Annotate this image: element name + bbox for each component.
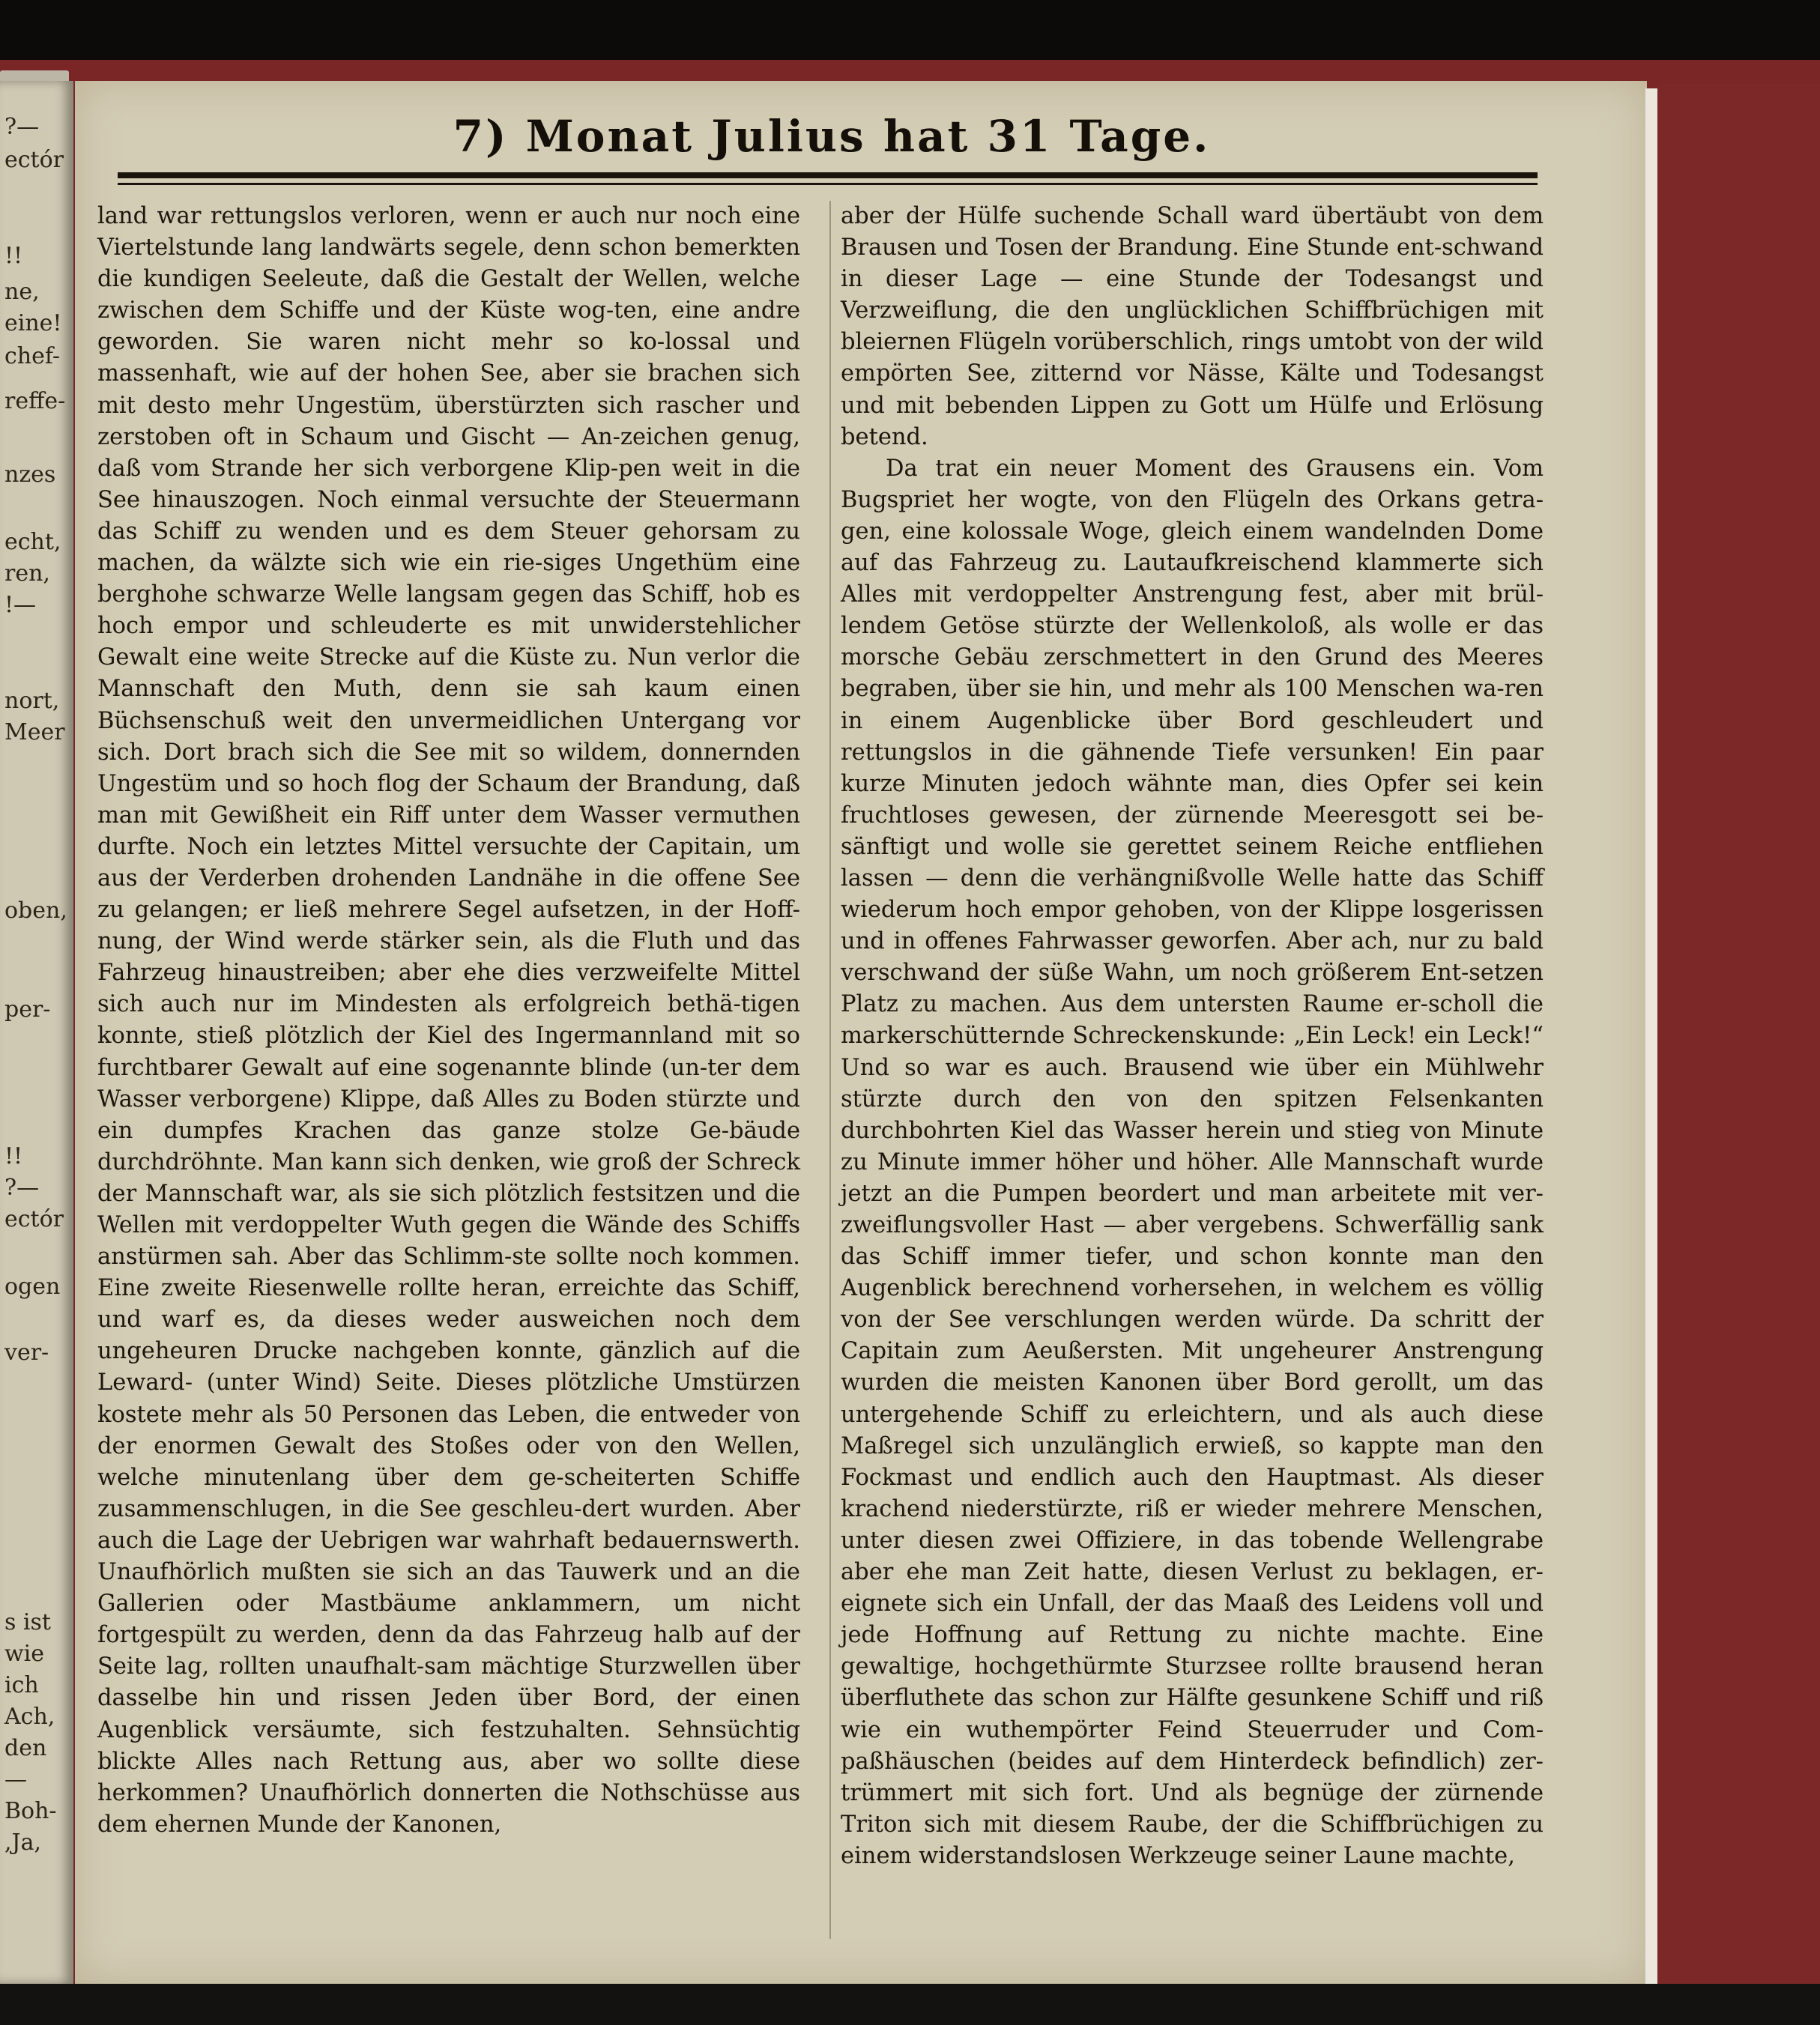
facing-page-fragment: — bbox=[4, 1767, 27, 1793]
paragraph: land war rettungslos verloren, wenn er auch nur noch eine Viertelstunde lang landwärts segele, denn schon bemerkten die kundigen Seeleute, daß die Gestalt der Wellen, welche zwischen dem Schiffe und der Küste wog-ten, eine andre geworden. Sie waren nicht mehr so ko-lossal und massenhaft, wie auf der hohen See, aber sie brachen sich mit desto mehr Ungestüm, überstürzten sich rascher und zerstoben oft in Schaum und Gischt — An-zeichen genug, daß vom Strande her sich verborgene Klip-pen weit in die See hinauszogen. Noch einmal versuchte der Steuermann das Schiff zu wenden und es dem Steuer gehorsam zu machen, da wälzte sich wie ein rie-siges Ungethüm eine berghohe schwarze Welle langsam gegen das Schiff, hob es hoch empor und schleuderte es mit unwiderstehlicher Gewalt eine weite Strecke auf die Küste zu. Nun verlor die Mannschaft den Muth, denn sie sah kaum einen Büchsenschuß weit den unvermeidlichen Untergang vor sich. Dort brach sich die See mit so wildem, donnernden Ungestüm und so hoch flog der Schaum der Brandung, daß man mit Gewißheit ein Riff unter dem Wasser vermuthen durfte. Noch ein letztes Mittel versuchte der Capitain, um aus der Verderben drohenden Landnähe in die offene See zu gelangen; er ließ mehrere Segel aufsetzen, in der Hoff-nung, der Wind werde stärker sein, als die Fluth und das Fahrzeug hinaustreiben; aber ehe dies verzweifelte Mittel sich auch nur im Mindesten als erfolgreich bethä-tigen konnte, stieß plötzlich der Kiel des Ingermannland mit so furchtbarer Gewalt auf eine sogenannte blinde (un-ter dem Wasser verborgene) Klippe, daß Alles zu Boden stürzte und ein dumpfes Krachen das ganze stolze Ge-bäude durchdröhnte. Man kann sich denken, wie groß der Schreck der Mannschaft war, als sie sich plötzlich festsitzen und die Wellen mit verdoppelter Wuth gegen die Wände des Schiffs anstürmen sah. Aber das Schlimm-ste sollte noch kommen. Eine zweite Riesenwelle rollte heran, erreichte das Schiff, und warf es, da dieses weder ausweichen noch dem ungeheuren Drucke nachgeben konnte, gänzlich auf die Leward- (unter Wind) Seite. Dieses plötzliche Umstürzen kostete mehr als 50 Personen das Leben, die entweder von der enormen Gewalt des Stoßes oder von den Wellen, welche minutenlang über dem ge-scheiterten Schiffe zusammenschlugen, in die See geschleu-dert wurden. Aber auch die Lage der Uebrigen war wahrhaft bedauernswerth. Unaufhörlich mußten sie sich an das Tauwerk und an die Gallerien oder Mastbäume anklammern, um nicht fortgespült zu werden, denn da das Fahrzeug halb auf der Seite lag, rollten unaufhalt-sam mächtige Sturzwellen über dasselbe hin und rissen Jeden über Bord, der einen Augenblick versäumte, sich festzuhalten. Sehnsüchtig blickte Alles nach Rettung aus, aber wo sollte diese herkommen? Unaufhörlich donnerten die Nothschüsse aus dem ehernen Munde der Kanonen, bbox=[97, 203, 800, 1838]
facing-page-fragment: !! bbox=[4, 243, 23, 269]
facing-page-fragment: ?— bbox=[4, 1175, 40, 1201]
text-column-left bbox=[97, 201, 800, 1841]
facing-page-fragment: echt, bbox=[4, 529, 61, 555]
header-rule-thick bbox=[118, 172, 1538, 178]
facing-page-fragment: per- bbox=[4, 996, 51, 1023]
facing-page-fragment: Boh- bbox=[4, 1798, 57, 1824]
facing-page-fragment: ectór bbox=[4, 147, 64, 173]
facing-page-fragment: s ist bbox=[4, 1609, 51, 1635]
facing-page-fragment: ver- bbox=[4, 1340, 49, 1366]
facing-page-fragment: oben, bbox=[4, 898, 67, 924]
facing-page-fragment: !! bbox=[4, 1143, 23, 1169]
paragraph: aber der Hülfe suchende Schall ward übertäubt von dem Brausen und Tosen der Brandung. Eine Stunde ent-schwand in dieser Lage — eine Stunde der Todesangst und Verzweiflung, die den unglücklichen Schiffbrüchigen mit bleiernen Flügeln vorüberschlich, rings umtobt von der wild empörten See, zitternd vor Nässe, Kälte und Todesangst und mit bebenden Lippen zu Gott um Hülfe und Erlösung betend. bbox=[841, 203, 1544, 450]
facing-page-fragment: Meer bbox=[4, 719, 65, 745]
cover-board bbox=[1657, 84, 1820, 2025]
facing-page-fragment: den bbox=[4, 1735, 47, 1761]
facing-page-fragment: wie bbox=[4, 1641, 45, 1667]
facing-page-fragment: reffe- bbox=[4, 388, 66, 414]
facing-page-fragment: ?— bbox=[4, 114, 40, 140]
facing-page-fragment: ren, bbox=[4, 560, 50, 587]
facing-page-fragment: ogen bbox=[4, 1274, 61, 1300]
page-header-title: 7) Monat Julius hat 31 Tage. bbox=[453, 111, 1211, 162]
column-divider bbox=[829, 201, 831, 1939]
facing-page-fragment: ich bbox=[4, 1672, 39, 1698]
facing-page-fragment: ,Ja, bbox=[4, 1829, 41, 1856]
main-page bbox=[75, 81, 1647, 1984]
facing-page-fragment: chef- bbox=[4, 343, 61, 369]
facing-page-fragment: nzes bbox=[4, 461, 56, 488]
header-rule-thin bbox=[118, 183, 1538, 185]
facing-page-fragment: nort, bbox=[4, 688, 60, 714]
facing-page-fragment: eine! bbox=[4, 310, 62, 336]
text-column-right bbox=[841, 201, 1544, 1872]
facing-page-fragment: ectór bbox=[4, 1206, 64, 1232]
facing-page-fragment: ne, bbox=[4, 279, 40, 305]
facing-page-edge bbox=[0, 81, 73, 1984]
facing-page-fragment: !— bbox=[4, 592, 37, 618]
page-edge bbox=[1645, 88, 1657, 1984]
background-shadow bbox=[0, 1984, 1820, 2025]
facing-page-fragment: Ach, bbox=[4, 1704, 55, 1730]
paragraph: Da trat ein neuer Moment des Grausens ein. Vom Bugspriet her wogte, von den Flügeln des Orkans getra-gen, eine kolossale Woge, gleich einem wandelnden Dome auf das Fahrzeug zu. Lautaufkreischend klammerte sich Alles mit verdoppelter Anstrengung fest, aber mit brül-lendem Getöse stürzte der Wellenkoloß, als wolle er das morsche Gebäu zerschmettert in den Grund des Meeres begraben, über sie hin, und mehr als 100 Menschen wa-ren in einem Augenblicke über Bord geschleudert und rettungslos in die gähnende Tiefe versunken! Ein paar kurze Minuten jedoch wähnte man, dies Opfer sei kein fruchtloses gewesen, der zürnende Meeresgott sei be-sänftigt und wolle sie gerettet seinem Reiche entfliehen lassen — denn die verhängnißvolle Welle hatte das Schiff wiederum hoch empor gehoben, von der Klippe losgerissen und in offenes Fahrwasser geworfen. Aber ach, nur zu bald verschwand der süße Wahn, um noch größerem Ent-setzen Platz zu machen. Aus dem untersten Raume er-scholl die markerschütternde Schreckenskunde: „Ein Leck! ein Leck!“ Und so war es auch. Brausend wie über ein Mühlwehr stürzte durch den von den spitzen Felsenkanten durchbohrten Kiel das Wasser herein und stieg von Minute zu Minute immer höher und höher. Alle Mannschaft wurde jetzt an die Pumpen beordert und man arbeitete mit ver-zweiflungsvoller Hast — aber vergebens. Schwerfällig sank das Schiff immer tiefer, und schon konnte man den Augenblick berechnend vorhersehen, in welchem es völlig von der See verschlungen werden würde. Da schritt der Capitain zum Aeußersten. Mit ungeheurer Anstrengung wurden die meisten Kanonen über Bord gerollt, um das untergehende Schiff zu erleichtern, und als auch diese Maßregel sich unzulänglich erwieß, so kappte man den Fockmast und endlich auch den Hauptmast. Als dieser krachend niederstürzte, riß er wieder mehrere Menschen, unter diesen zwei Offiziere, in das tobende Wellengrabe aber ehe man Zeit hatte, diesen Verlust zu beklagen, er-eignete sich ein Unfall, der das Maaß des Leidens voll und jede Hoffnung auf Rettung zu nichte machte. Eine gewaltige, hochgethürmte Sturzsee rollte brausend heran überfluthete das schon zur Hälfte gesunkene Schiff und riß wie ein wuthempörter Feind Steuerruder und Com-paßhäuschen (beides auf dem Hinterdeck befindlich) zer-trümmert mit sich fort. Und als begnüge der zürnende Triton sich mit diesem Raube, der die Schiffbrüchigen zu einem widerstandslosen Werkzeuge seiner Laune machte, bbox=[841, 455, 1544, 1869]
